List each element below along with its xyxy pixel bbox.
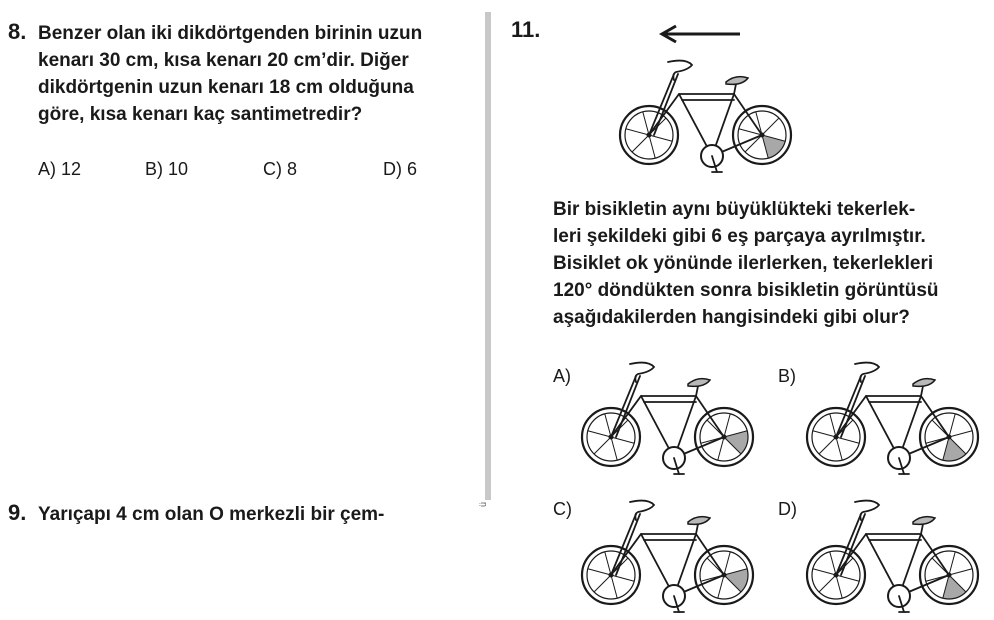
q8-line: göre, kısa kenarı kaç santimetredir?	[38, 104, 363, 125]
side-mark: ü	[478, 501, 488, 507]
q11-line: Bisiklet ok yönünde ilerlerken, tekerlekleri	[553, 253, 934, 274]
q8-option-a[interactable]: A) 12	[38, 159, 82, 179]
direction-arrow-icon	[656, 24, 746, 44]
q8-option-d[interactable]: D) 6	[383, 159, 418, 179]
q11-option-c[interactable]: C)	[553, 499, 572, 519]
bicycle-option-b[interactable]	[803, 358, 983, 482]
q11-text	[553, 196, 983, 331]
q11-option-b[interactable]: B)	[778, 366, 796, 386]
q8-line: dikdörtgenin uzun kenarı 18 cm olduğuna	[38, 77, 414, 98]
q8-number: 8.	[8, 19, 27, 44]
q11-option-d[interactable]: D)	[778, 499, 797, 519]
bicycle-option-a[interactable]	[578, 358, 758, 482]
q8-option-b[interactable]: B) 10	[145, 159, 189, 179]
q9-number: 9.	[8, 500, 27, 525]
q8-line: kenarı 30 cm, kısa kenarı 20 cm’dir. Diğer	[38, 50, 409, 71]
q11-number: 11.	[511, 17, 541, 42]
q11-line: aşağıdakilerden hangisindeki gibi olur?	[553, 307, 910, 328]
q8-text	[38, 20, 478, 128]
bicycle-main	[616, 56, 796, 180]
column-divider	[485, 12, 491, 500]
q11-line: Bir bisikletin aynı büyüklükteki tekerlek-	[553, 199, 916, 220]
q11-line: 120° döndükten sonra bisikletin görüntüsü	[553, 280, 939, 301]
bicycle-option-c-partial[interactable]	[578, 496, 758, 620]
q8-option-c[interactable]: C) 8	[263, 159, 298, 179]
q11-line: leri şekildeki gibi 6 eş parçaya ayrılmıştır.	[553, 226, 926, 247]
q11-option-a[interactable]: A)	[553, 366, 571, 386]
q9-text: Yarıçapı 4 cm olan O merkezli bir çem-	[38, 504, 385, 525]
q8-line: Benzer olan iki dikdörtgenden birinin uzun	[38, 23, 423, 44]
bicycle-option-d-partial[interactable]	[803, 496, 983, 620]
